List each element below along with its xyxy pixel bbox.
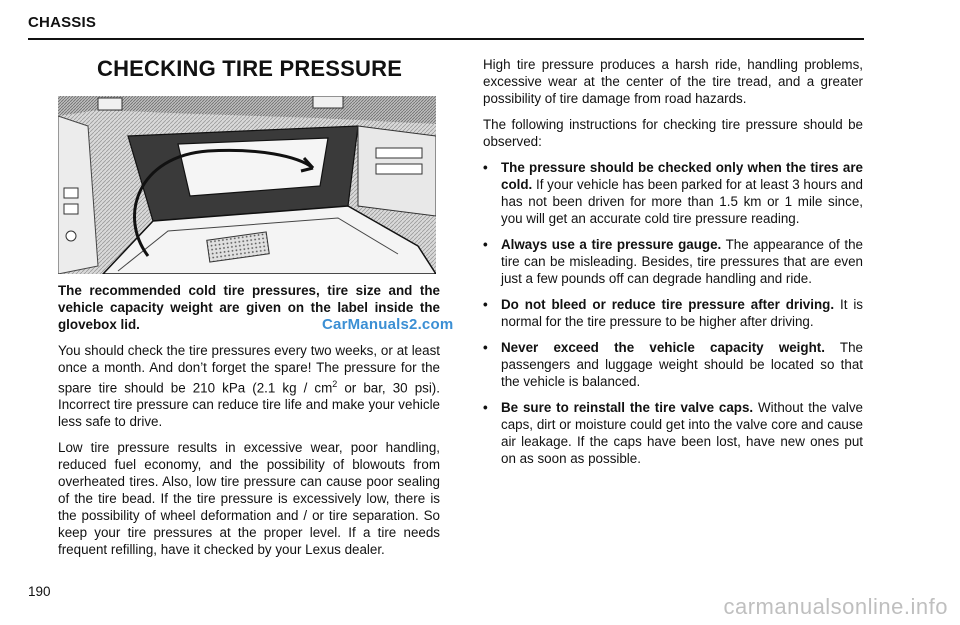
footer-watermark: carmanualsonline.info [723,594,948,619]
instructions-intro: The following instructions for checking tire pressure should be observed: [483,117,863,149]
label-location-note: The recommended cold tire pressures, tire size and the vehicle capacity weight are given on the label inside the glovebox lid. [58,283,440,332]
instruction-item [483,159,863,227]
page-number: 190 [28,584,51,599]
section-header: CHASSIS [28,14,97,31]
bullet-marker: • [483,340,488,355]
spare-pressure-text-a: You should check the tire pressures every two weeks, or at least once a month. And don’t forget the spare! The pressure for the spare tire should be 210 kPa (2.1 kg / cm [58,343,440,396]
instruction-heading: The pressure should be checked only when the tires are cold. [501,160,863,192]
instruction-heading: Always use a tire pressure gauge. [501,237,722,252]
instruction-item [483,399,863,467]
spare-pressure-text-b: or bar, 30 psi). Incorrect tire pressure can reduce tire life and make your vehicle less safe to drive. [58,380,440,430]
instruction-text: Without the valve caps, dirt or moisture could get into the valve core and cause air leakage. If the caps have been lost, have new ones put on as soon as possible. [501,400,863,466]
bullet-marker: • [483,160,488,175]
instruction-item [483,236,863,287]
instruction-item [483,339,863,390]
instruction-heading: Do not bleed or reduce tire pressure after driving. [501,297,835,312]
instruction-text: The passengers and luggage weight should be located so that the vehicle is balanced. [501,340,864,389]
high-pressure-paragraph: High tire pressure produces a harsh ride, handling problems, excessive wear at the center of the tire tread, and a greater possibility of tire damage from road hazards. [483,57,863,106]
header-rule [28,38,864,40]
instruction-item [483,296,863,330]
instruction-text: If your vehicle has been parked for at least 3 hours and has not been driven for more than 1.5 km or 1 mile since, you will get an accurate cold tire pressure reading. [501,177,863,226]
check-frequency-paragraph [58,342,440,430]
low-pressure-paragraph: Low tire pressure results in excessive wear, poor handling, reduced fuel economy, and the possibility of blowouts from overheated tires. Also, low tire pressure can cause poor sealing of the tire bead. If the tire pressure is excessively low, there is the possibility of wheel deformation and / or tire separation. So keep your tire pressures at the proper level. If a tire needs frequent refilling, have it checked by your Lexus dealer. [58,440,440,558]
bullet-marker: • [483,297,488,312]
glovebox-drawing [58,96,436,274]
glovebox-illustration [58,96,436,274]
page-title: CHECKING TIRE PRESSURE [97,56,403,81]
instruction-heading: Never exceed the vehicle capacity weight. [501,340,825,355]
instruction-heading: Be sure to reinstall the tire valve caps. [501,400,754,415]
watermark-link[interactable]: CarManuals2.com [322,316,454,333]
right-column [483,56,863,476]
bullet-marker: • [483,237,488,252]
instruction-text: The appearance of the tire can be misleading. Besides, tire pressures that are even just a few pounds off can degrade handling and ride. [501,237,863,286]
bullet-marker: • [483,400,488,415]
instruction-text: It is normal for the tire pressure to be higher after driving. [501,297,864,329]
superscript-2: 2 [332,379,338,389]
